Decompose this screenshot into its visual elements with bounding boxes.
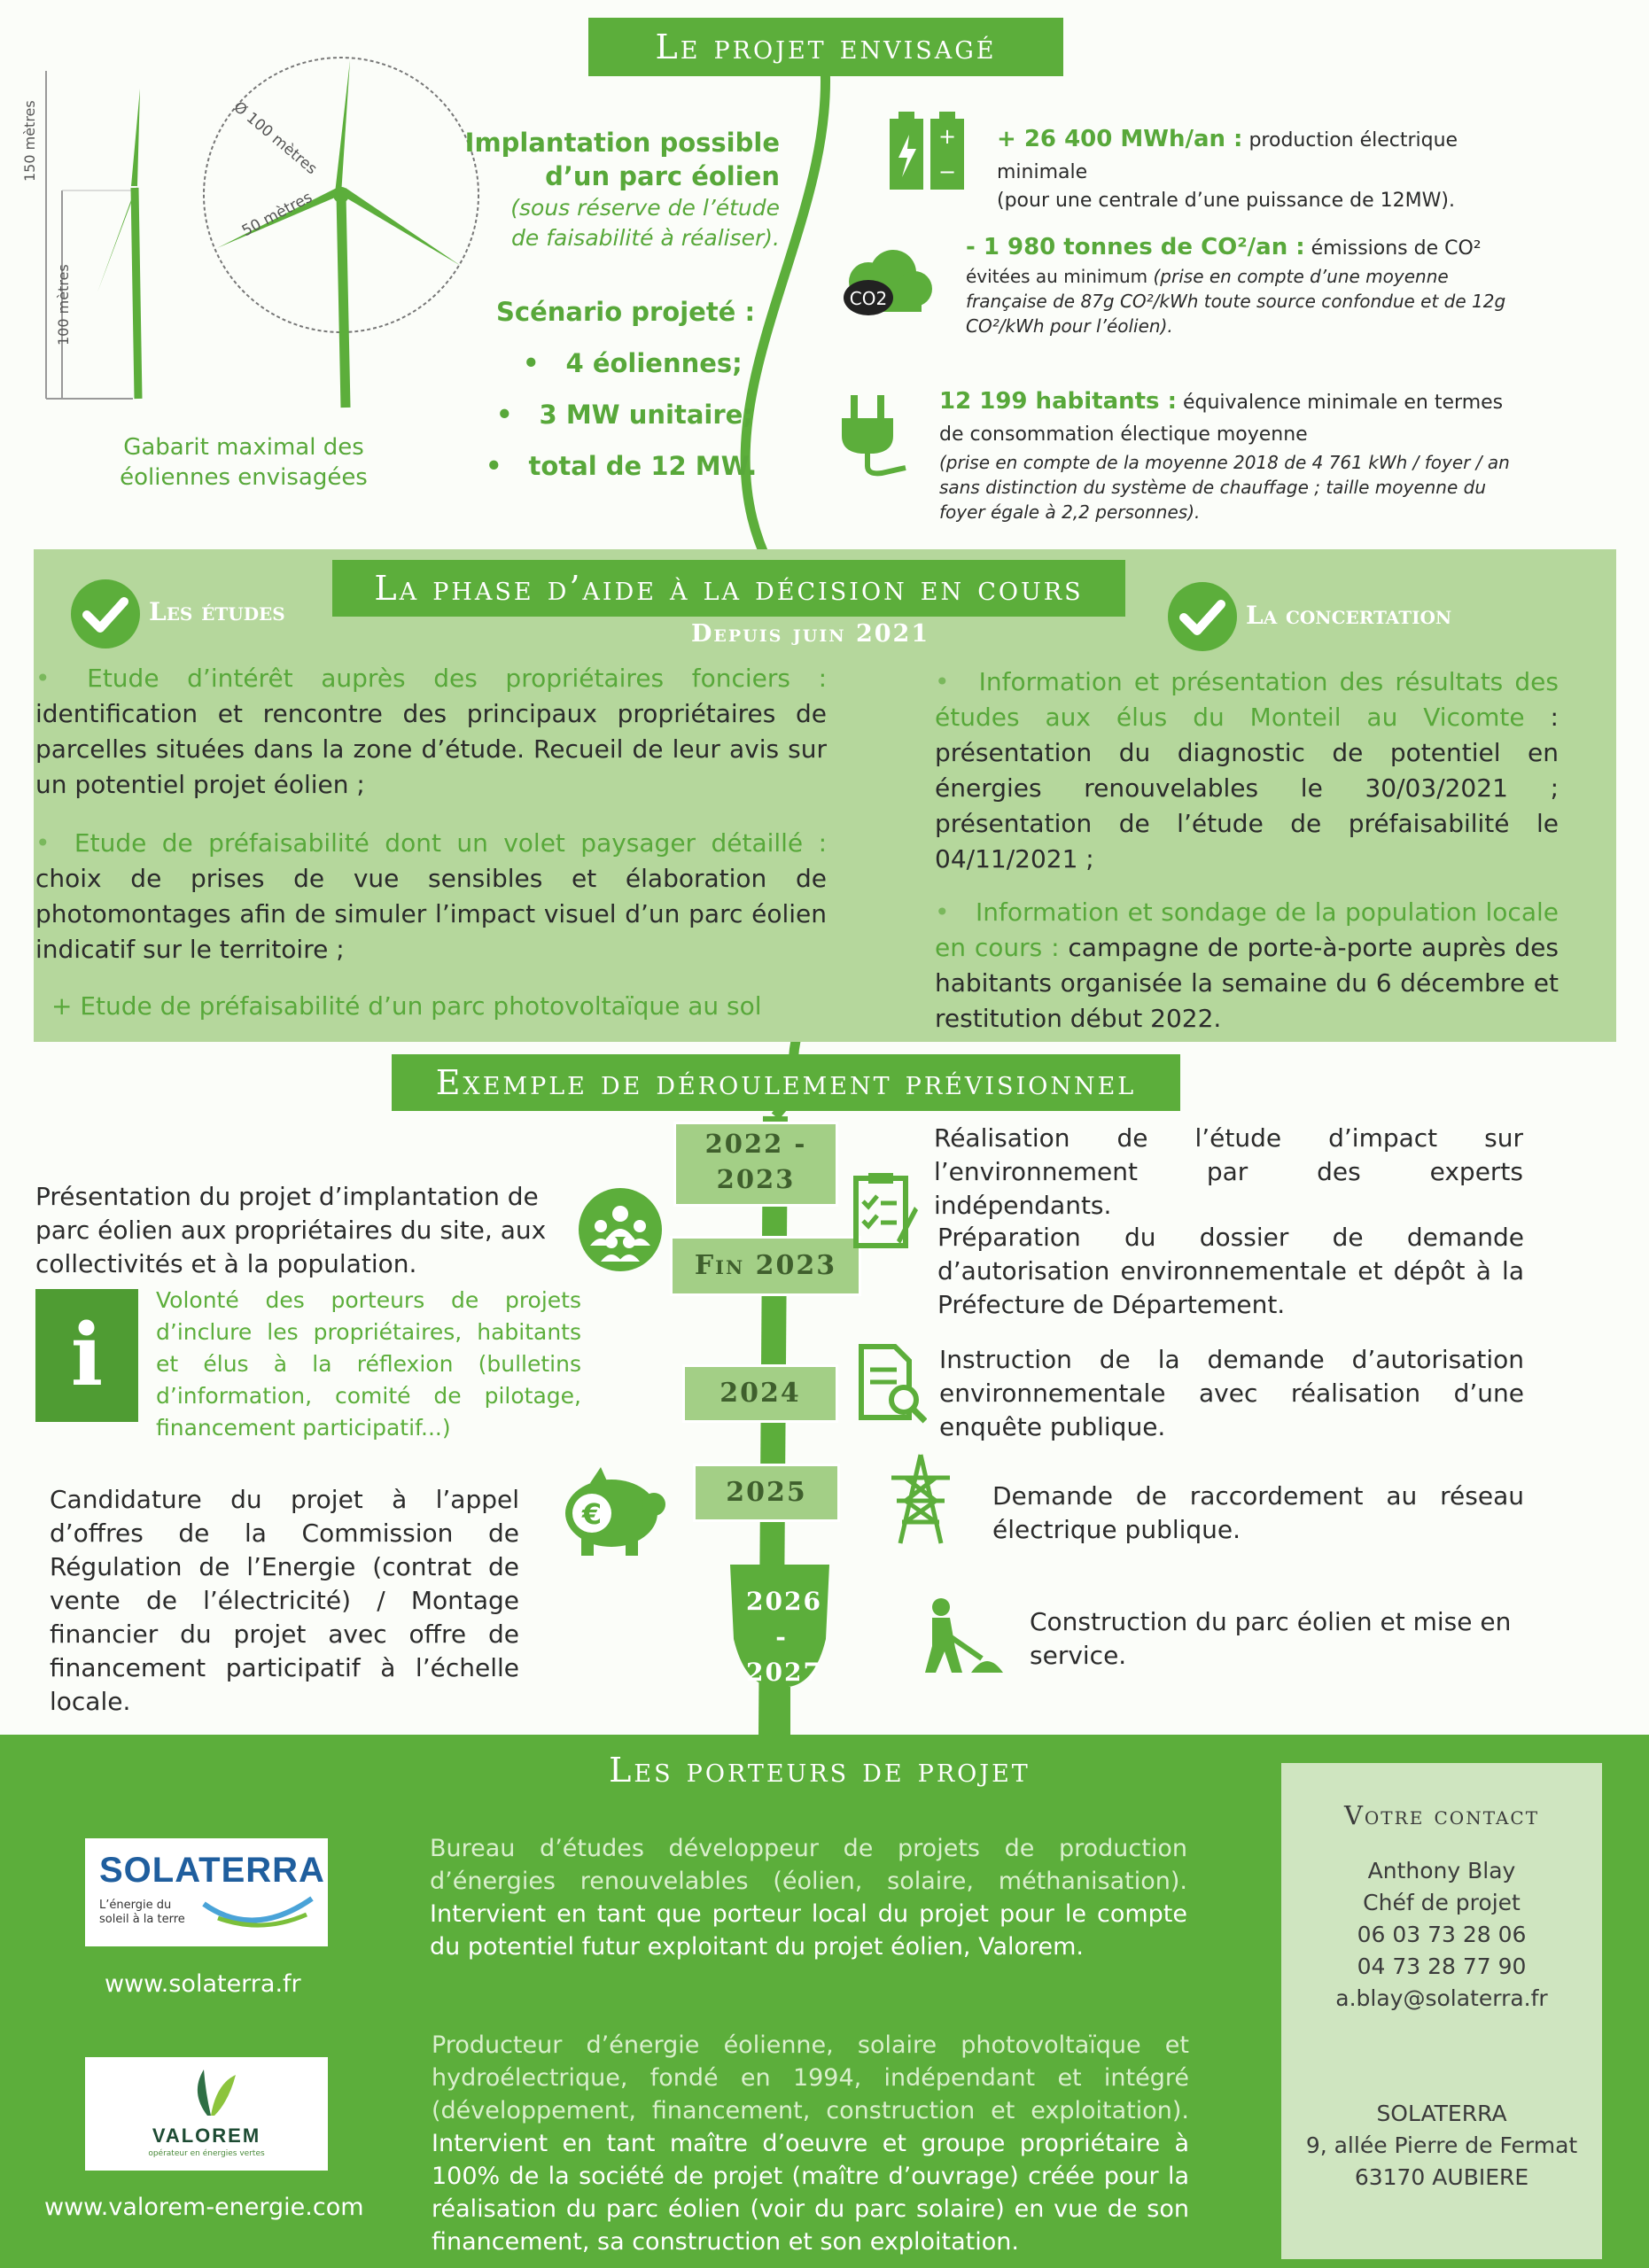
year-2026-2027: 2026 - 2027 xyxy=(746,1587,822,1687)
label-diameter: Ø 100 mètres xyxy=(229,98,321,179)
studies-item-1: • Etude d’intérêt auprès des propriétaires fonciers : identification et rencontre des principaux propriétaires de parcelles situées dans la zone d’étude. Recueil de leur avis sur un potentiel projet éolien ; xyxy=(35,664,828,799)
contact-role: Chéf de projet xyxy=(1363,1890,1521,1915)
stat-production: + 26 400 MWh/an : production électrique minimale (pour une centrale d’une puissance de 12MW). xyxy=(997,126,1458,212)
timeline-left-2: Candidature du projet à l’appel d’offres de la Commission de Régulation de l’Energie (contrat de vente de l’électricité) / Montage financier du projet avec offre de financement participatif à l’échelle locale. xyxy=(50,1485,519,1716)
consultation-header: La concertation xyxy=(1246,601,1452,630)
scenario-item-3: • total de 12 MW. xyxy=(486,451,758,481)
intro-note2: de faisabilité à réaliser). xyxy=(511,225,780,251)
plug-icon xyxy=(833,390,913,478)
info-text: Volonté des porteurs de projets d’inclure les propriétaires, habitants et élus à la réflexion (bulletins d’information, comité de pilotage, financement participatif...) xyxy=(156,1287,581,1441)
year-2025: 2025 xyxy=(693,1464,840,1522)
year-fin-2023: Fin 2023 xyxy=(670,1236,861,1296)
svg-text:CO2: CO2 xyxy=(849,288,888,309)
checklist-icon xyxy=(851,1171,918,1249)
contact-city: 63170 AUBIERE xyxy=(1354,2164,1529,2190)
section-title-decision: La phase d’aide à la décision en cours xyxy=(332,560,1125,617)
timeline-right-5: Construction du parc éolien et mise en service. xyxy=(1030,1607,1512,1670)
solaterra-desc: Bureau d’études développeur de projets de production d’énergies renouvelables (éolien, solaire, méthanisation). Intervient en tant que porteur local du projet pour le compte du potentiel futur exploitant du projet éolien, Valorem. xyxy=(430,1835,1187,1961)
scenario-item-1: • 4 éoliennes; xyxy=(523,348,743,378)
svg-text:€: € xyxy=(581,1497,603,1531)
stat-co2: - 1 980 tonnes de CO²/an : émissions de CO² évitées au minimum (prise en compte d’une moyenne française de 87g CO²/kWh toute source confondue et de 12g CO²/kWh pour l’éolien). xyxy=(966,234,1506,337)
intro-note1: (sous réserve de l’étude xyxy=(510,195,780,221)
section-title-project: Le projet envisagé xyxy=(588,18,1063,76)
studies-extra: + Etude de préfaisabilité d’un parc photovoltaïque au sol xyxy=(51,991,762,1021)
studies-item-2: • Etude de préfaisabilité dont un volet paysager détaillé : choix de prises de vue sensibles et élaboration de photomontages afin de simuler l’impact visuel d’un parc éolien indicatif sur le territoire ; xyxy=(35,828,827,964)
battery-icon xyxy=(884,108,969,193)
turbine-caption: Gabarit maximal des éoliennes envisagées xyxy=(120,434,368,491)
people-icon xyxy=(578,1187,663,1272)
section-title-holders: Les porteurs de projet xyxy=(609,1751,1031,1790)
timeline-right-2: Préparation du dossier de demande d’autorisation environnementale et dépôt à la Préfecture de Département. xyxy=(937,1223,1524,1319)
intro-block xyxy=(461,126,780,253)
year-2022-2023: 2022 - 2023 xyxy=(673,1122,838,1207)
info-icon: i xyxy=(70,1305,104,1405)
co2-cloud-icon xyxy=(833,246,939,326)
svg-text:−: − xyxy=(937,159,957,184)
solaterra-url[interactable]: www.solaterra.fr xyxy=(105,1970,301,1998)
contact-card xyxy=(1281,1763,1602,2259)
timeline-right-1: Réalisation de l’étude d’impact sur l’environnement par des experts indépendants. xyxy=(934,1123,1523,1220)
svg-text:+: + xyxy=(937,124,957,149)
valorem-url[interactable]: www.valorem-energie.com xyxy=(44,2194,364,2221)
year-2024: 2024 xyxy=(682,1364,838,1423)
studies-header: Les études xyxy=(149,597,285,626)
contact-name: Anthony Blay xyxy=(1367,1858,1516,1884)
solaterra-logo: SOLATERRA L’énergie du soleil à la terre xyxy=(85,1838,328,1946)
piggy-bank-icon xyxy=(555,1462,670,1559)
label-50m: 50 mètres xyxy=(238,188,315,241)
scenario-title: Scénario projeté : xyxy=(496,297,756,327)
timeline-right-4: Demande de raccordement au réseau électrique publique. xyxy=(992,1481,1524,1544)
label-150m: 150 mètres xyxy=(21,100,38,182)
contact-email[interactable]: a.blay@solaterra.fr xyxy=(1335,1985,1548,2011)
valorem-logo: VALOREM opérateur en énergies vertes xyxy=(85,2057,328,2171)
intro-line2: d’un parc éolien xyxy=(545,161,780,191)
timeline-left-1: Présentation du projet d’implantation de parc éolien aux propriétaires du site, aux collectivités et à la population. xyxy=(35,1182,547,1278)
consultation-item-1: • Information et présentation des résultats des études aux élus du Monteil au Vicomte : présentation du diagnostic de potentiel en énergies renouvelables le 30/03/2021 ; présentation de l’étude de préfaisabilité le 04/11/2021 ; xyxy=(935,667,1559,874)
section-title-timeline: Exemple de déroulement prévisionnel xyxy=(392,1054,1180,1111)
scenario-item-2: • 3 MW unitaire; xyxy=(496,400,753,430)
stat-habitants: 12 199 habitants : équivalence minimale en termes de consommation électique moyenne (prise en compte de la moyenne 2018 de 4 761 kWh / foyer / an sans distinction du système de chauffage ; taille moyenne du foyer égale à 2,2 personnes). xyxy=(939,388,1510,523)
contact-address: 9, allée Pierre de Fermat xyxy=(1305,2132,1578,2158)
contact-phone-1[interactable]: 06 03 73 28 06 xyxy=(1357,1922,1527,1947)
contact-company: SOLATERRA xyxy=(1376,2101,1507,2126)
check-icon-consultation xyxy=(1166,580,1239,653)
construction-worker-icon xyxy=(900,1596,1005,1676)
check-icon-studies xyxy=(69,578,142,650)
intro-line1: Implantation possible xyxy=(464,128,780,158)
contact-phone-2[interactable]: 04 73 28 77 90 xyxy=(1357,1953,1527,1979)
contact-title: Votre contact xyxy=(1343,1800,1540,1830)
valorem-desc: Producteur d’énergie éolienne, solaire photovoltaïque et hydroélectrique, fondé en 1994, indépendant et intégré (développement, financement, construction et exploitation). Intervient en tant maître d’oeuvre et groupe propriétaire à 100% de la société de projet (maître d’ouvrage) créée pour la réalisation du parc éolien (voir du parc solaire) en vue de son financement, sa construction et son exploitation. xyxy=(432,2031,1189,2256)
label-100m: 100 mètres xyxy=(55,264,72,346)
pylon-icon xyxy=(883,1451,959,1547)
document-search-icon xyxy=(856,1343,927,1425)
info-box-icon xyxy=(35,1289,138,1422)
consultation-item-2: • Information et sondage de la population locale en cours : campagne de porte-à-porte auprès des habitants organisée la semaine du 6 décembre et restitution début 2022. xyxy=(935,897,1560,1033)
decision-subtitle: Depuis juin 2021 xyxy=(691,620,930,648)
timeline-right-3: Instruction de la demande d’autorisation environnementale avec réalisation d’une enquête publique. xyxy=(939,1345,1524,1441)
